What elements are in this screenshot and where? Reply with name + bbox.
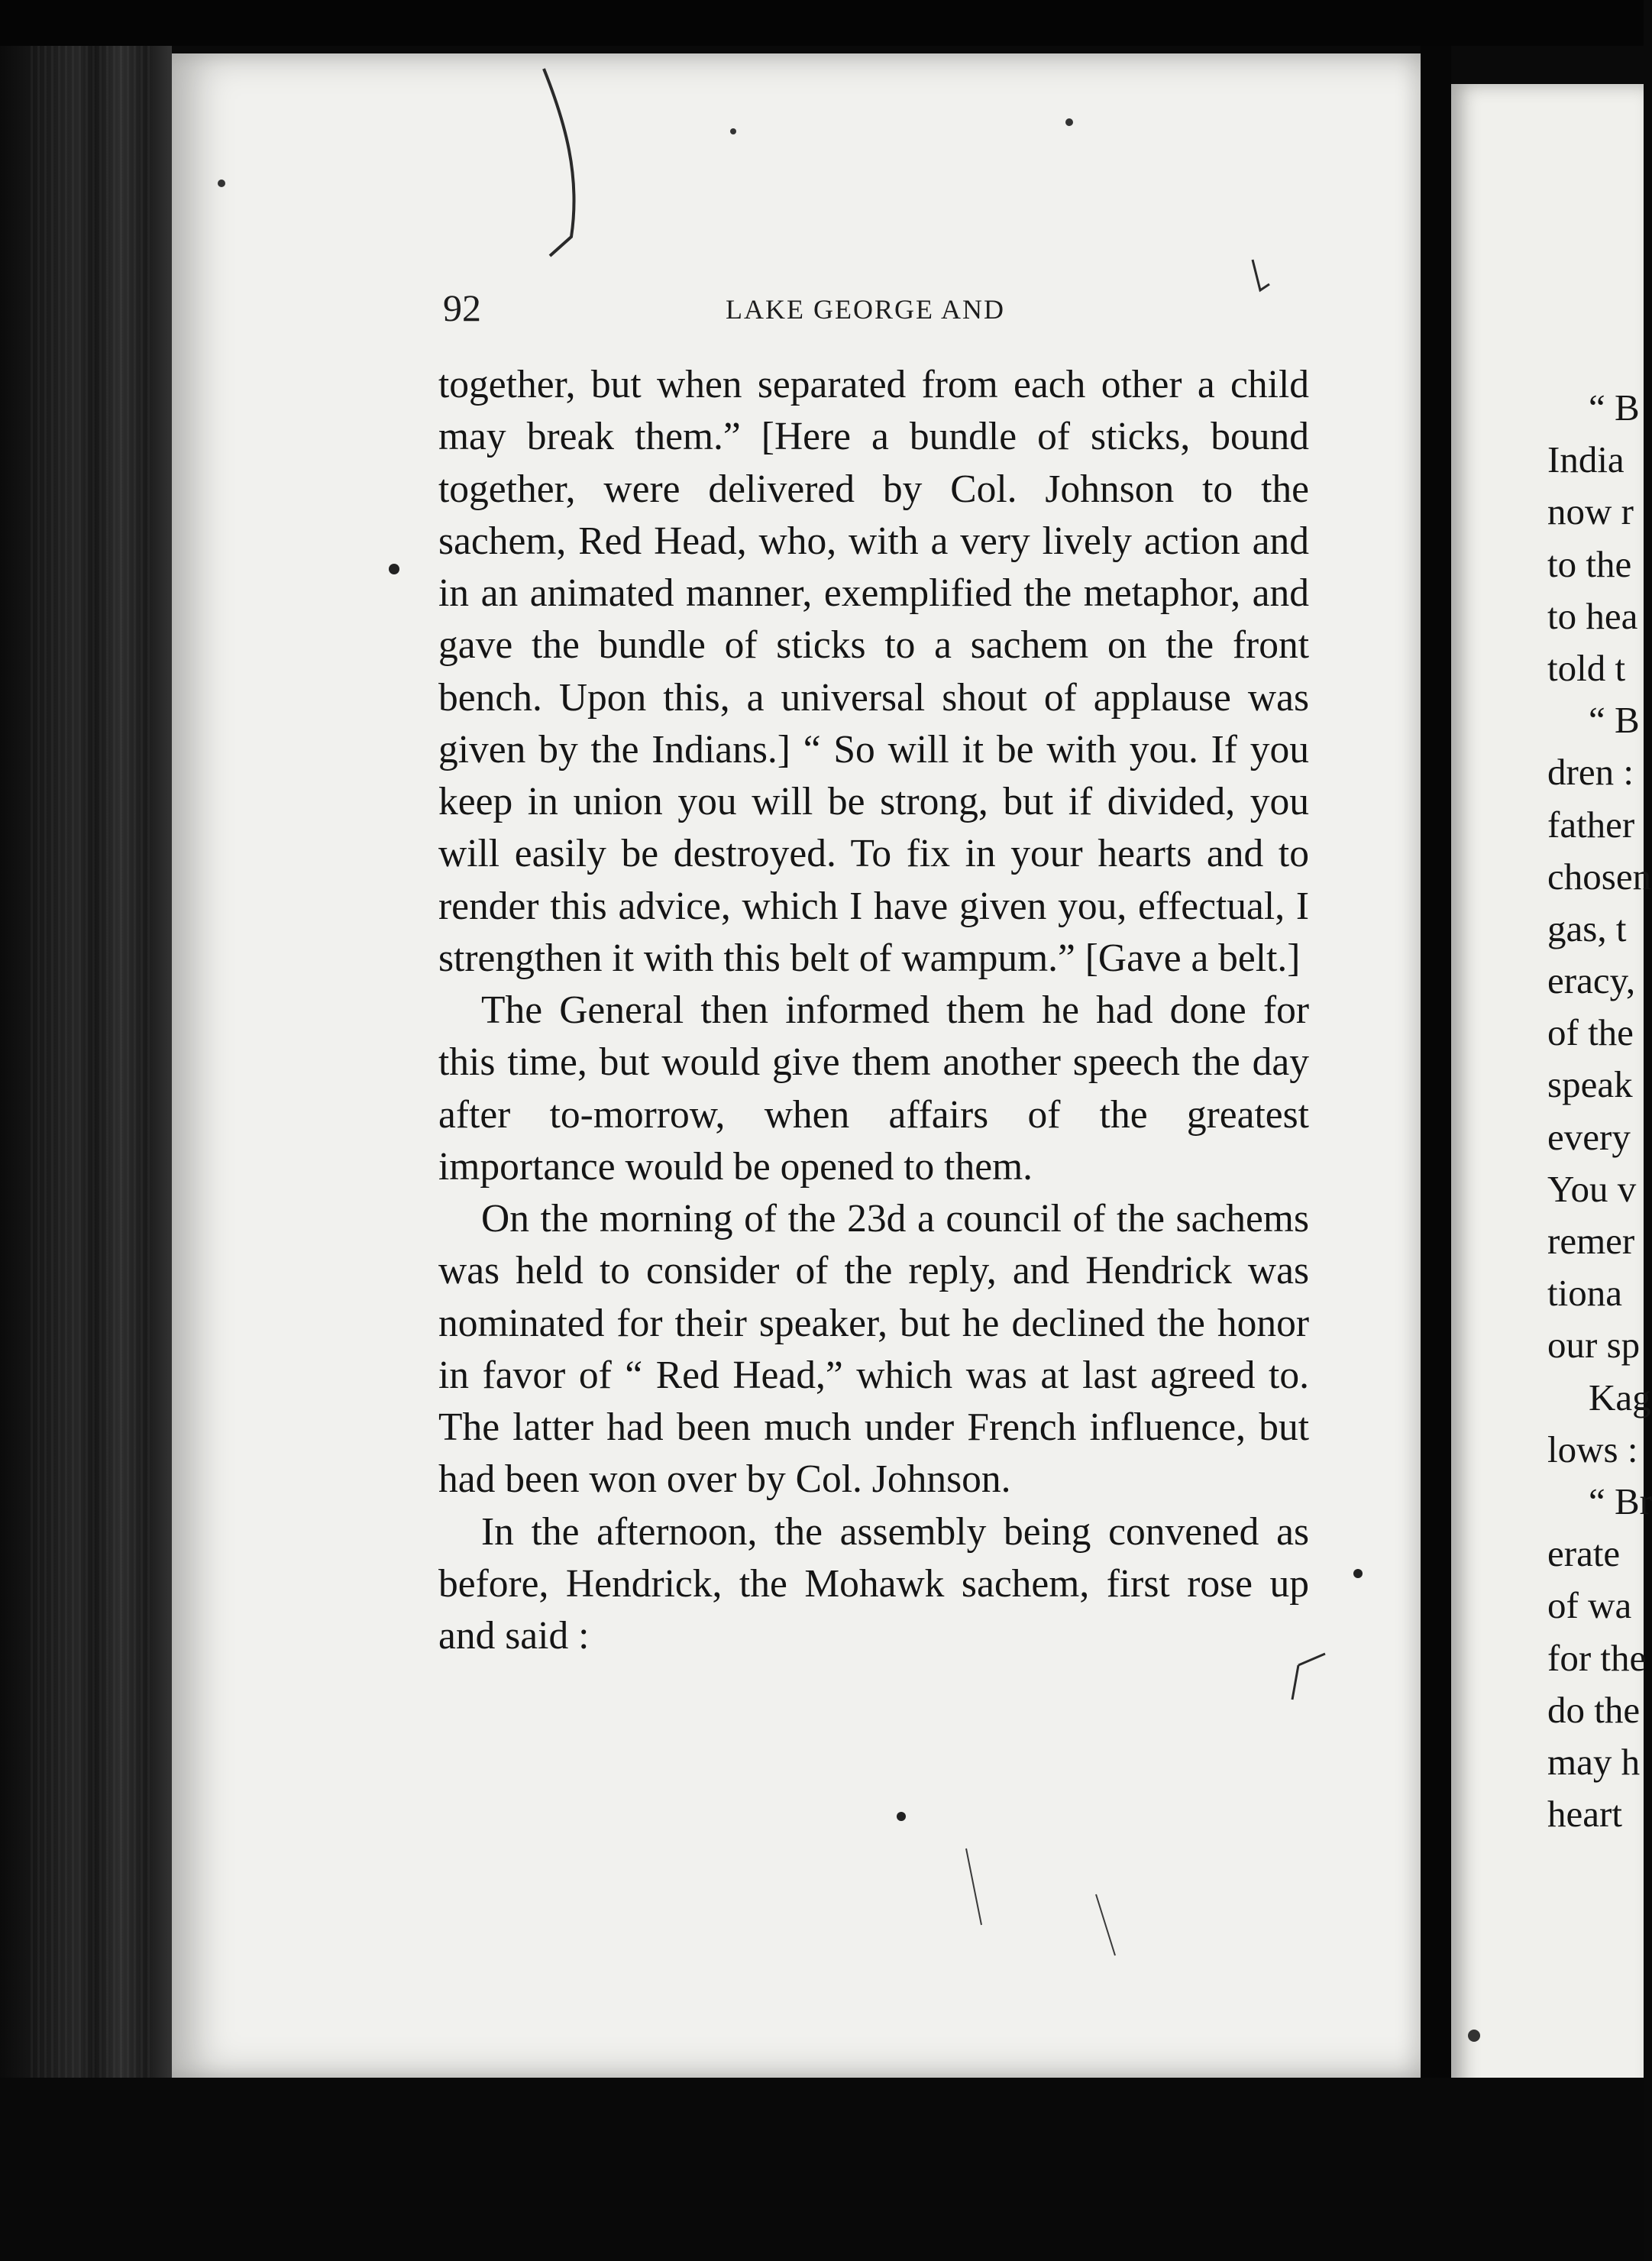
book-spine: [0, 46, 172, 2078]
right-line: father: [1547, 803, 1635, 846]
right-line: to the: [1547, 542, 1632, 585]
running-title: LAKE GEORGE AND: [726, 294, 1005, 325]
right-line: do the: [1547, 1688, 1641, 1731]
right-line: You v: [1547, 1167, 1637, 1210]
right-line: told t: [1547, 646, 1626, 689]
right-line: chosen: [1547, 855, 1652, 898]
paragraph-3: On the morning of the 23d a council of the sachems was held to consider of the reply, and Hendrick was nominated for their speaker, but he declined the honor in favor of “ Red Head,” which was at last agreed to. The latter had been much under French influence, but had been won over by Col. Johnson.: [438, 1197, 1309, 1502]
right-line: erate: [1547, 1532, 1621, 1575]
right-line: to hea: [1547, 594, 1638, 637]
right-line: of the: [1547, 1011, 1634, 1054]
right-line: eracy,: [1547, 959, 1636, 1002]
right-line: “ B: [1589, 699, 1640, 742]
right-line: of wa: [1547, 1584, 1632, 1627]
scan-top-border: [0, 0, 1644, 46]
paragraph-2: The General then informed them he had done for this time, but would give them another speech the day after to-morrow, when affairs of the greatest importance would be opened to them.: [438, 988, 1309, 1189]
scan-bottom-border: [0, 2078, 1644, 2261]
right-line: “ B: [1589, 387, 1640, 429]
paragraph-1: together, but when separated from each other a child may break them.” [Here a bundle of sticks, bound together, were delivered by Col. Johnson to the sachem, Red Head, who, with a very lively action and in an animated manner, exemplified the metaphor, and gave the bundle of sticks to a sachem on the front bench. Upon this, a universal shout of applause was given by the Indians.] “ So will it be with you. If you keep in union you will be strong, but if divided, you will easily be destroyed. To fix in your hearts and to render this advice, which I have given you, effectual, I strengthen it with this belt of wampum.” [Gave a belt.]: [438, 363, 1309, 980]
right-line: now r: [1547, 490, 1634, 533]
right-line: tiona: [1547, 1272, 1622, 1315]
right-line: heart: [1547, 1793, 1622, 1836]
right-line: remer: [1547, 1220, 1635, 1262]
running-head: [443, 281, 1344, 335]
right-page-text: [1547, 382, 1652, 1840]
page-gutter: [1421, 46, 1451, 2093]
right-line: “ Br: [1589, 1480, 1652, 1522]
page-number: 92: [443, 286, 481, 329]
right-line: our sp: [1547, 1324, 1641, 1367]
right-line: every: [1547, 1115, 1631, 1158]
right-line: may h: [1547, 1740, 1641, 1783]
right-line: Kag: [1589, 1376, 1651, 1418]
right-line: dren :: [1547, 751, 1634, 794]
right-line: for the: [1547, 1636, 1647, 1679]
right-line: lows :: [1547, 1428, 1638, 1470]
paragraph-4: In the afternoon, the assembly being convened as before, Hendrick, the Mohawk sachem, first rose up and said :: [438, 1509, 1309, 1658]
left-page-text: [438, 359, 1309, 1662]
right-line: India: [1547, 438, 1625, 481]
right-line: gas, t: [1547, 907, 1627, 949]
right-line: speak: [1547, 1063, 1633, 1106]
